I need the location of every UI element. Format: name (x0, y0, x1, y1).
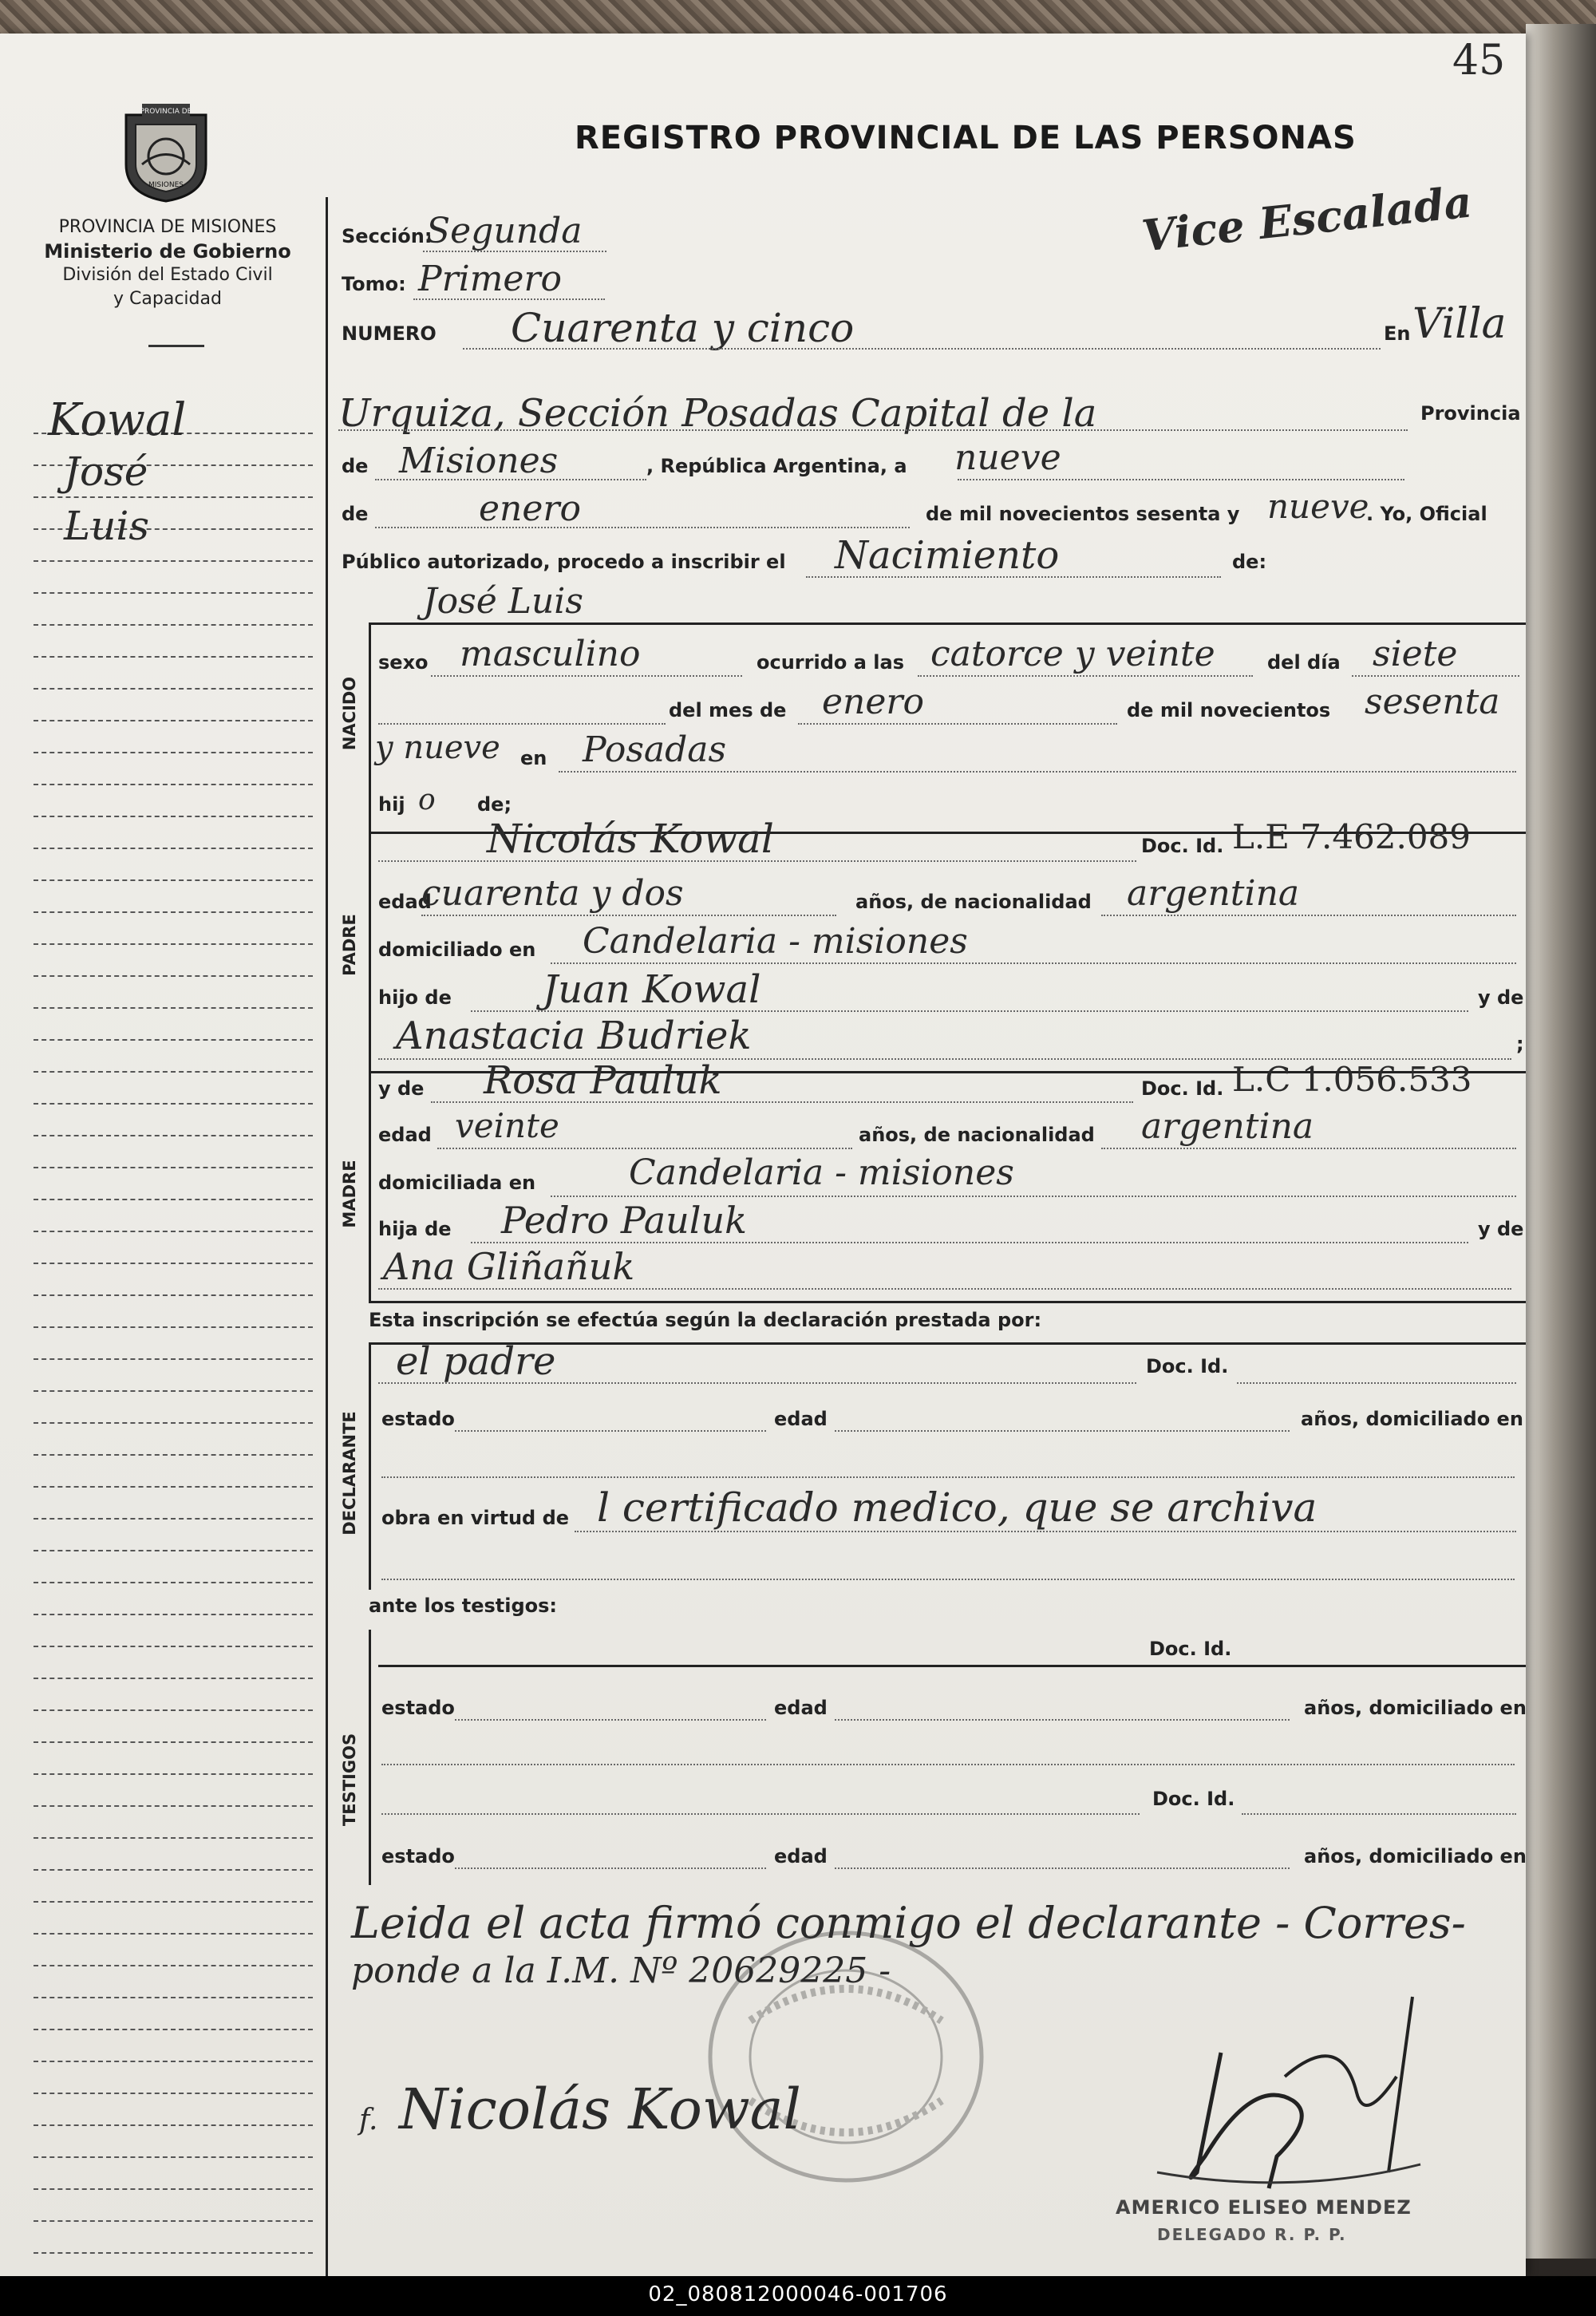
margin-line (34, 1422, 313, 1424)
margin-line (34, 2061, 313, 2062)
margin-line (34, 1901, 313, 1903)
declarante-doc-line (1237, 1382, 1516, 1384)
inscripto-value: José Luis (423, 581, 583, 622)
numero-line (463, 348, 1381, 350)
margin-line (34, 1231, 313, 1232)
margin-line (34, 1646, 313, 1647)
book-spine-edge (1526, 24, 1596, 2259)
numero-value: Cuarenta y cinco (511, 305, 855, 351)
margin-line (34, 911, 313, 913)
place-line: Urquiza, Sección Posadas Capital de la (338, 391, 1097, 436)
madre-left-rule (369, 1071, 371, 1301)
margin-line (34, 496, 313, 498)
margin-line (34, 1550, 313, 1551)
margin-line (34, 688, 313, 690)
nac-lugar-line (559, 771, 1516, 773)
testigo1-anios-label: años, domiciliado en (1304, 1697, 1527, 1719)
nac-dia-line (1352, 675, 1519, 677)
madre-madre-line (378, 1288, 1511, 1290)
padre-nac-line (1101, 915, 1516, 916)
madre-nombre-line (431, 1101, 1133, 1103)
hijo-label2: de; (477, 793, 512, 816)
nacido-side-label: NACIDO (340, 676, 359, 751)
margin-line (34, 1869, 313, 1871)
madre-hija-label: hija de (378, 1218, 452, 1240)
nac-blank-line (378, 723, 666, 725)
padre-hijo-label: hijo de (378, 986, 452, 1009)
margin-line (34, 1263, 313, 1264)
de-label: de (342, 455, 369, 477)
testigo1-edad-line (835, 1719, 1290, 1721)
de2-label: de (342, 503, 369, 525)
madre-madre-de: Ana Gliñañuk (383, 1245, 635, 1288)
dia-line (958, 479, 1404, 480)
padre-edad-label: edad (378, 891, 432, 913)
hijo-suffix: o (418, 784, 436, 816)
declarante-estado-label: estado (381, 1408, 455, 1430)
margin-line (34, 1997, 313, 1998)
margin-line (34, 816, 313, 817)
madre-hija-line (471, 1242, 1468, 1243)
padre-side-label: PADRE (340, 914, 359, 976)
division-line2: y Capacidad (113, 289, 222, 309)
padre-dom-line (551, 962, 1516, 964)
testigo2-estado-line (455, 1867, 766, 1869)
testigos-intro: ante los testigos: (369, 1595, 558, 1617)
margin-line (34, 624, 313, 626)
testigo1-doc-label: Doc. Id. (1149, 1638, 1232, 1660)
padre-hijo-line (471, 1010, 1468, 1012)
testigo2-estado-label: estado (381, 1845, 455, 1867)
margin-line (34, 656, 313, 658)
testigo2-name-line (381, 1813, 1140, 1815)
padre-semicolon: ; (1516, 1033, 1524, 1055)
margin-line (34, 752, 313, 753)
margin-line (34, 1837, 313, 1839)
madre-nac-line (1101, 1148, 1516, 1149)
testigos-left-rule (369, 1630, 371, 1885)
closing-line1: Leida el acta firmó conmigo el declarante - Corres- (351, 1898, 1466, 1948)
margin-line (34, 1805, 313, 1807)
madre-nombre: Rosa Pauluk (484, 1058, 722, 1103)
numero-label: NUMERO (342, 322, 437, 345)
madre-yde-label: y de (378, 1077, 425, 1100)
declarante-nombre: el padre (396, 1339, 556, 1384)
register-page (0, 34, 1526, 2276)
de3-label: de: (1232, 551, 1267, 573)
madre-padre-de: Pedro Pauluk (501, 1199, 748, 1242)
margin-line (34, 2188, 313, 2190)
publico-label: Público autorizado, procedo a inscribir el (342, 551, 786, 573)
margin-line (34, 975, 313, 977)
declarante-estado-line (455, 1430, 766, 1432)
margin-line (34, 1358, 313, 1360)
madre-nacionalidad: argentina (1141, 1106, 1314, 1147)
seccion-value: Segunda (426, 211, 583, 251)
padre-nombre-line (378, 860, 1136, 862)
provincia-label: Provincia (1420, 402, 1521, 425)
testigos-side-label: TESTIGOS (340, 1733, 359, 1827)
madre-dom-label: domiciliada en (378, 1172, 536, 1194)
margin-line (34, 592, 313, 594)
padre-left-rule (369, 832, 371, 1071)
madre-bottom-rule (369, 1301, 1526, 1303)
ministry-name: Ministerio de Gobierno (44, 240, 291, 263)
en-label: En (1384, 322, 1411, 345)
document-title: REGISTRO PROVINCIAL DE LAS PERSONAS (575, 120, 1357, 156)
testigo2-edad-label: edad (774, 1845, 828, 1867)
sexo-label: sexo (378, 651, 429, 674)
mes-value: enero (479, 488, 581, 529)
margin-line (34, 1071, 313, 1073)
tomo-label: Tomo: (342, 273, 406, 295)
testigo2-doc-label: Doc. Id. (1152, 1788, 1235, 1810)
provincia-line (375, 479, 646, 480)
padre-doc: L.E 7.462.089 (1232, 817, 1472, 856)
madre-domicilio: Candelaria - misiones (629, 1152, 1014, 1193)
nac-anio2: y nueve (375, 729, 500, 766)
margin-line (34, 848, 313, 849)
margin-line (34, 2093, 313, 2094)
margin-line (34, 1390, 313, 1392)
margin-line (34, 2124, 313, 2126)
nac-mes-label: del mes de (669, 699, 787, 721)
declarante-anios-label: años, domiciliado en (1301, 1408, 1523, 1430)
declarante-obra-label: obra en virtud de (381, 1507, 570, 1529)
margin-line (34, 1199, 313, 1200)
margin-line (34, 2220, 313, 2222)
testigo2-doc-line (1242, 1813, 1516, 1815)
margin-line (34, 1007, 313, 1009)
margin-line (34, 560, 313, 562)
seccion-line (423, 251, 606, 252)
madre-side-label: MADRE (340, 1160, 359, 1228)
margin-line (34, 1773, 313, 1775)
testigo1-name-line (378, 1665, 1526, 1667)
acto-line (806, 576, 1221, 578)
sexo-line (431, 675, 742, 677)
padre-edad-line (421, 915, 836, 916)
acto-value: Nacimiento (835, 533, 1060, 578)
mes-line (375, 527, 910, 528)
padre-nombre: Nicolás Kowal (487, 816, 774, 862)
testigo1-dom-line (381, 1764, 1515, 1765)
provincia-value: Misiones (399, 441, 559, 481)
oficial-name-stamp: AMERICO ELISEO MENDEZ (1116, 2196, 1412, 2219)
declarante-signature-prefix: f. (359, 2104, 378, 2136)
anio-value: nueve (1267, 487, 1369, 526)
madre-edad: veinte (455, 1106, 559, 1145)
padre-dom-label: domiciliado en (378, 939, 536, 961)
madre-doc: L.C 1.056.533 (1232, 1060, 1472, 1099)
tomo-line (413, 298, 605, 300)
margin-name2: Luis (64, 503, 150, 549)
margin-line (34, 1039, 313, 1041)
nac-lugar: Posadas (583, 729, 727, 770)
padre-padre-de: Juan Kowal (543, 967, 761, 1012)
margin-line (34, 1518, 313, 1520)
nacido-left-rule (369, 622, 371, 832)
margin-line (34, 1103, 313, 1105)
madre-nac-label: años, de nacionalidad (859, 1124, 1095, 1146)
margin-line (34, 1135, 313, 1136)
margin-line (34, 1582, 313, 1583)
oficial-label: . Yo, Oficial (1366, 503, 1487, 525)
testigo1-edad-label: edad (774, 1697, 828, 1719)
seal-text-bottom: MISIONES (148, 181, 184, 189)
margin-line (34, 1614, 313, 1615)
hijo-label1: hij (378, 793, 405, 816)
padre-yde-label: y de (1478, 986, 1524, 1009)
declarante-side-label: DECLARANTE (340, 1411, 359, 1535)
margin-divider (326, 197, 328, 2304)
declarante-nombre-line (378, 1382, 1136, 1384)
en-place: Villa (1412, 300, 1507, 348)
nac-mes-line (798, 723, 1117, 725)
testigo2-edad-line (835, 1867, 1290, 1869)
madre-doc-label: Doc. Id. (1141, 1077, 1224, 1100)
margin-line (34, 1167, 313, 1168)
sexo-value: masculino (460, 634, 641, 674)
margin-line (34, 879, 313, 881)
padre-edad: cuarenta y dos (421, 873, 684, 914)
margin-line (34, 1486, 313, 1488)
oficial-cargo-stamp: DELEGADO R. P. P. (1157, 2225, 1347, 2244)
margin-line (34, 1933, 313, 1935)
hora-line (918, 675, 1253, 677)
margin-line (34, 1326, 313, 1328)
padre-nac-label: años, de nacionalidad (855, 891, 1092, 913)
dia-label: del día (1267, 651, 1341, 674)
declarante-extra-line (381, 1579, 1515, 1580)
provincial-seal (118, 101, 214, 204)
nac-mes-value: enero (822, 682, 924, 722)
padre-domicilio: Candelaria - misiones (583, 921, 968, 962)
testigo1-estado-line (455, 1719, 766, 1721)
margin-line (34, 1454, 313, 1456)
madre-edad-line (437, 1148, 852, 1149)
margin-line (34, 1741, 313, 1743)
tomo-value: Primero (418, 259, 562, 299)
margin-surname: Kowal (48, 394, 187, 446)
madre-yde2-label: y de (1478, 1218, 1524, 1240)
margin-line (34, 784, 313, 785)
margin-line (34, 2252, 313, 2254)
madre-dom-line (551, 1196, 1516, 1197)
mil-label: de mil novecientos sesenta y (926, 503, 1240, 525)
declarante-signature: Nicolás Kowal (399, 2077, 801, 2142)
hora-value: catorce y veinte (930, 634, 1215, 674)
margin-line (34, 943, 313, 945)
testigo1-estado-label: estado (381, 1697, 455, 1719)
padre-madre-de: Anastacia Budriek (396, 1014, 752, 1058)
nac-dia-value: siete (1373, 634, 1458, 674)
nac-mil-label: de mil novecientos (1127, 699, 1331, 721)
dia-value: nueve (954, 437, 1061, 478)
declarante-doc-label: Doc. Id. (1146, 1355, 1229, 1377)
margin-name1: José (64, 449, 148, 495)
place-dotline (338, 429, 1408, 431)
issuing-authority (16, 215, 319, 311)
madre-edad-label: edad (378, 1124, 432, 1146)
margin-line (34, 1678, 313, 1679)
testigo2-anios-label: años, domiciliado en (1304, 1845, 1527, 1867)
authority-underline (148, 345, 204, 347)
province-name: PROVINCIA DE MISIONES (58, 217, 277, 237)
margin-line (34, 1965, 313, 1966)
margin-line (34, 1709, 313, 1711)
nacido-top-rule (369, 622, 1526, 625)
margin-line (34, 720, 313, 721)
declarante-dom-line (381, 1476, 1515, 1478)
padre-nacionalidad: argentina (1127, 873, 1300, 914)
margin-line (34, 2029, 313, 2030)
declarante-obra: l certificado medico, que se archiva (597, 1484, 1317, 1531)
header-signature: Vice Escalada (1139, 176, 1475, 262)
nac-en-label: en (520, 747, 547, 769)
margin-line (34, 1294, 313, 1296)
footer-file-code: 02_080812000046-001706 (648, 2282, 948, 2306)
padre-doc-label: Doc. Id. (1141, 835, 1224, 857)
closing-line2: ponde a la I.M. Nº 20629225 - (351, 1950, 891, 1991)
nac-anio1: sesenta (1365, 682, 1500, 722)
division-line1: División del Estado Civil (62, 265, 273, 285)
declarante-left-rule (369, 1342, 371, 1590)
margin-line (34, 2156, 313, 2158)
hora-label: ocurrido a las (757, 651, 904, 674)
republica-label: , República Argentina, a (646, 455, 907, 477)
page-number: 45 (1452, 37, 1506, 85)
declarante-intro: Esta inscripción se efectúa según la declaración prestada por: (369, 1309, 1042, 1331)
official-stamp (702, 1925, 990, 2188)
declarante-edad-line (835, 1430, 1290, 1432)
seal-text-top: PROVINCIA DE (140, 108, 192, 116)
seccion-label: Sección: (342, 225, 433, 247)
declarante-obra-line (575, 1531, 1516, 1532)
declarante-edad-label: edad (774, 1408, 828, 1430)
oficial-signature (1133, 1981, 1468, 2204)
